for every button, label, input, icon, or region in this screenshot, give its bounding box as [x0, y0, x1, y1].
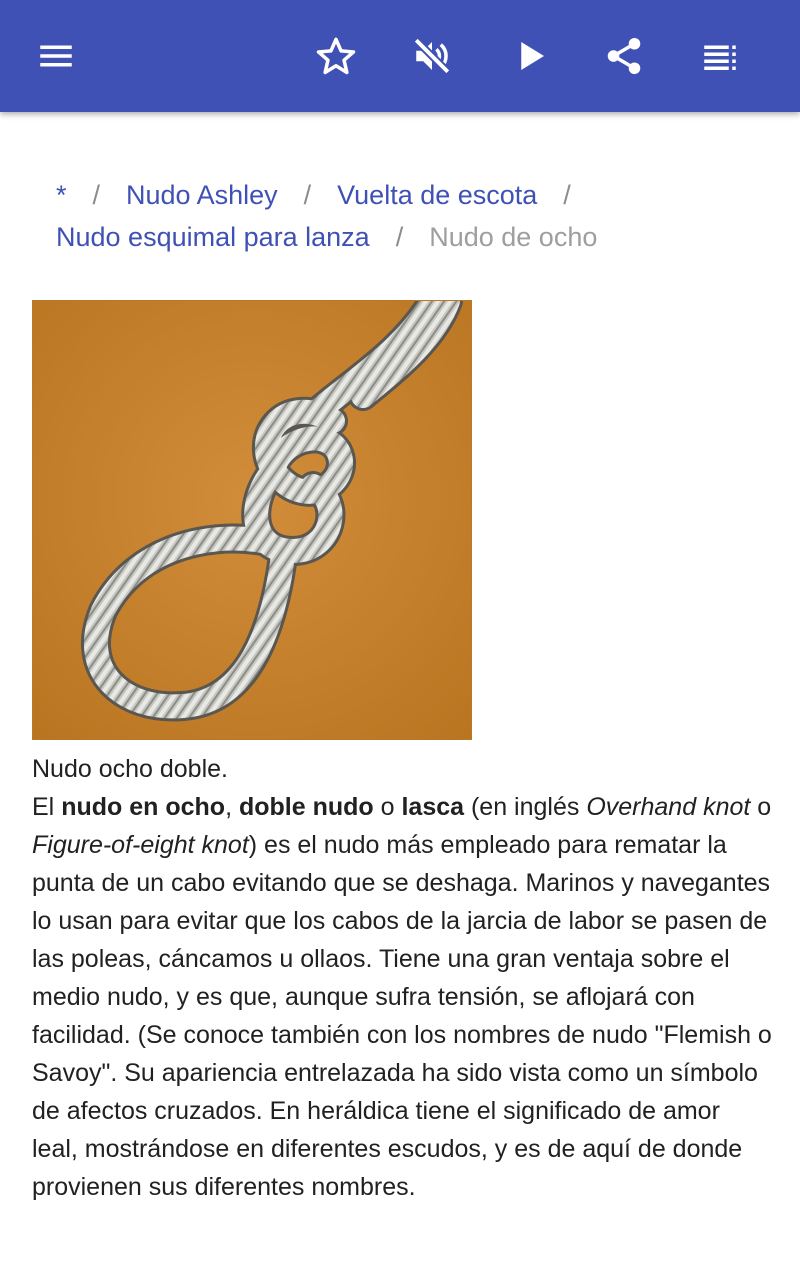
breadcrumb-link-home[interactable]: * [56, 180, 67, 210]
bold-term: lasca [401, 793, 465, 821]
article-paragraph [32, 788, 772, 1206]
volume-off-icon [411, 35, 453, 77]
breadcrumb-current: Nudo de ocho [429, 222, 598, 252]
toc-list-icon [699, 35, 741, 77]
breadcrumb-separator: / [563, 180, 571, 210]
breadcrumb-separator: / [92, 180, 101, 210]
breadcrumb [56, 174, 756, 258]
app-toolbar [0, 0, 800, 112]
breadcrumb-link-vuelta-de-escota[interactable]: Vuelta de escota [337, 180, 538, 210]
menu-button[interactable] [28, 28, 84, 84]
bold-term: doble nudo [238, 793, 374, 821]
figure-eight-knot-image [32, 300, 472, 740]
breadcrumb-link-nudo-ashley[interactable]: Nudo Ashley [126, 180, 278, 210]
italic-term: Overhand knot [586, 793, 751, 821]
text-run: El [32, 793, 62, 821]
text-run: ) es el nudo más empleado para rematar la punta de un cabo evitando que se deshaga. Marinos y navegantes lo usan para evitar que los cabos de la jarcia de labor se pasen de las poleas, cáncamos u ollaos. Tiene una gran ventaja sobre el medio nudo, y es que, aunque sufra tensión, se aflojará con facilidad. (Se conoce también con los nombres de nudo "Flemish o Savoy". Su apariencia entrelazada ha sido vista como un símbolo de afectos cruzados. En heráldica tiene el significado de amor leal, mostrándose en diferentes escudos, y es de aquí de donde provienen sus diferentes nombres. [32, 831, 772, 1201]
share-icon [603, 35, 645, 77]
play-icon [509, 35, 551, 77]
favorite-button[interactable] [308, 28, 364, 84]
image-caption: Nudo ocho doble. [32, 755, 228, 783]
breadcrumb-link-nudo-esquimal[interactable]: Nudo esquimal para lanza [56, 222, 370, 252]
table-of-contents-button[interactable] [692, 28, 748, 84]
play-button[interactable] [502, 28, 558, 84]
text-run: o [750, 793, 772, 821]
text-run: (en inglés [464, 793, 587, 821]
bold-term: nudo en ocho [61, 793, 226, 821]
star-outline-icon [315, 35, 357, 77]
italic-term: Figure-of-eight knot [32, 831, 249, 859]
text-run: o [373, 793, 402, 821]
mute-button[interactable] [404, 28, 460, 84]
share-button[interactable] [596, 28, 652, 84]
text-run: , [225, 793, 239, 821]
breadcrumb-separator: / [395, 222, 404, 252]
menu-icon [35, 35, 77, 77]
breadcrumb-separator: / [303, 180, 312, 210]
